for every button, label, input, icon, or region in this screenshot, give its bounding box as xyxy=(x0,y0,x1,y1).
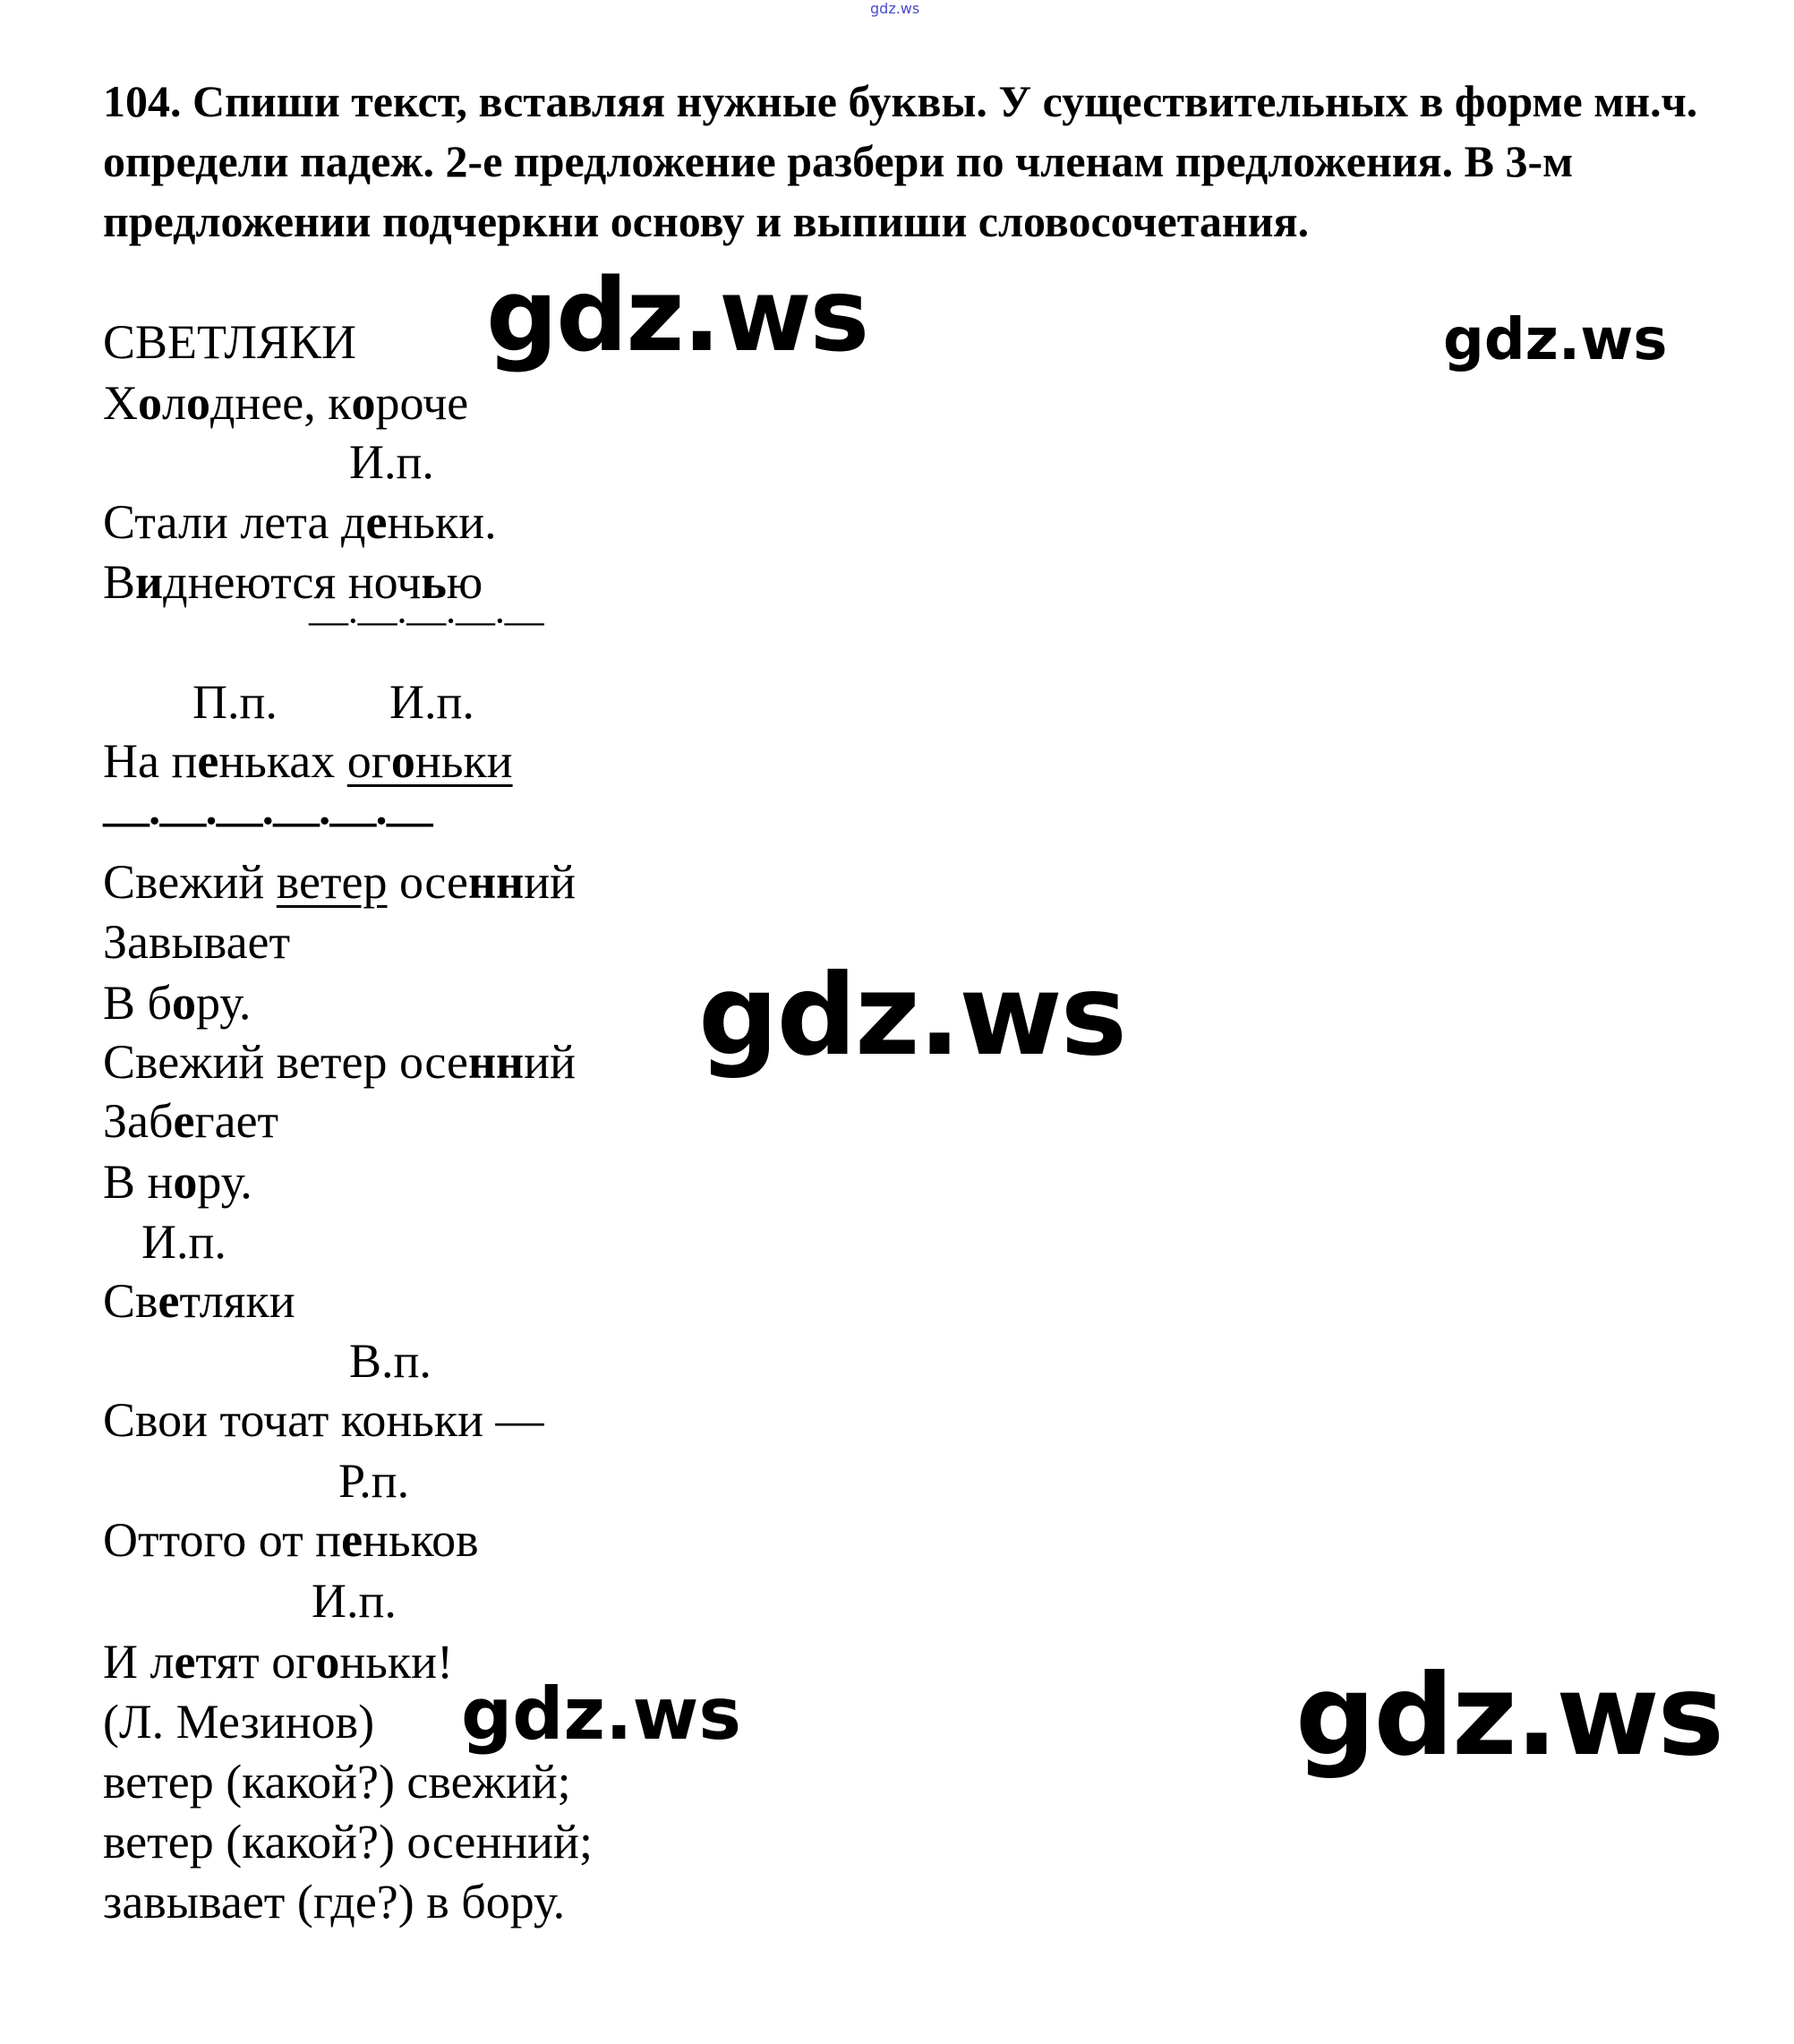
poem-line-3: Виднеются ночью xyxy=(103,555,483,609)
poem-line-12: Свои точат коньки — xyxy=(103,1393,544,1447)
poem-title: СВЕТЛЯКИ xyxy=(103,315,356,369)
poem-line-1: Холоднее, короче xyxy=(103,376,469,430)
watermark: gdz.ws xyxy=(1443,307,1668,373)
poem-line-6: Завывает xyxy=(103,915,291,969)
poem-line-13: Оттого от пеньков xyxy=(103,1513,479,1567)
poem-author: (Л. Мезинов) xyxy=(103,1695,375,1749)
task-statement: 104. Спиши текст, вставляя нужные буквы. У существительных в форме мн.ч. определи падеж. 2-е предложение разбери по членам предложения. В 3-м предложении подчеркни основу и выпиши словосочетания. xyxy=(103,76,1698,246)
watermark: gdz.ws xyxy=(698,951,1126,1081)
poem-line-2: Стали лета деньки. xyxy=(103,495,497,549)
watermark: gdz.ws xyxy=(486,258,868,374)
watermark: gdz.ws xyxy=(461,1672,742,1756)
case-label: П.п. xyxy=(192,675,278,729)
poem-line-10: В нору. xyxy=(103,1155,252,1209)
member-underline-dash-dot: —·—·—·—·— xyxy=(309,599,542,643)
poem-line-5: Свежий ветер осенний xyxy=(103,855,576,909)
poem-line-11: Светляки xyxy=(103,1274,295,1328)
poem-line-9: Забегает xyxy=(103,1094,279,1148)
case-label: В.п. xyxy=(349,1334,431,1388)
poem-line-14: И летят огоньки! xyxy=(103,1635,454,1689)
case-label: И.п. xyxy=(349,435,434,489)
poem-line-8: Свежий ветер осенний xyxy=(103,1035,576,1089)
phrase-item: завывает (где?) в бору. xyxy=(103,1875,566,1929)
phrase-item: ветер (какой?) осенний; xyxy=(103,1815,593,1869)
case-label: И.п. xyxy=(141,1215,226,1269)
poem-line-4: На пеньках огоньки xyxy=(103,734,513,788)
case-label: И.п. xyxy=(389,675,474,729)
phrase-item: ветер (какой?) свежий; xyxy=(103,1755,571,1809)
case-label: Р.п. xyxy=(338,1454,410,1508)
header-watermark: gdz.ws xyxy=(870,0,920,17)
watermark: gdz.ws xyxy=(1295,1651,1723,1781)
case-label: И.п. xyxy=(312,1574,397,1628)
poem-line-7: В бору. xyxy=(103,976,252,1030)
member-underline-dash-dot: —·—·—·—·—·— xyxy=(103,796,431,847)
